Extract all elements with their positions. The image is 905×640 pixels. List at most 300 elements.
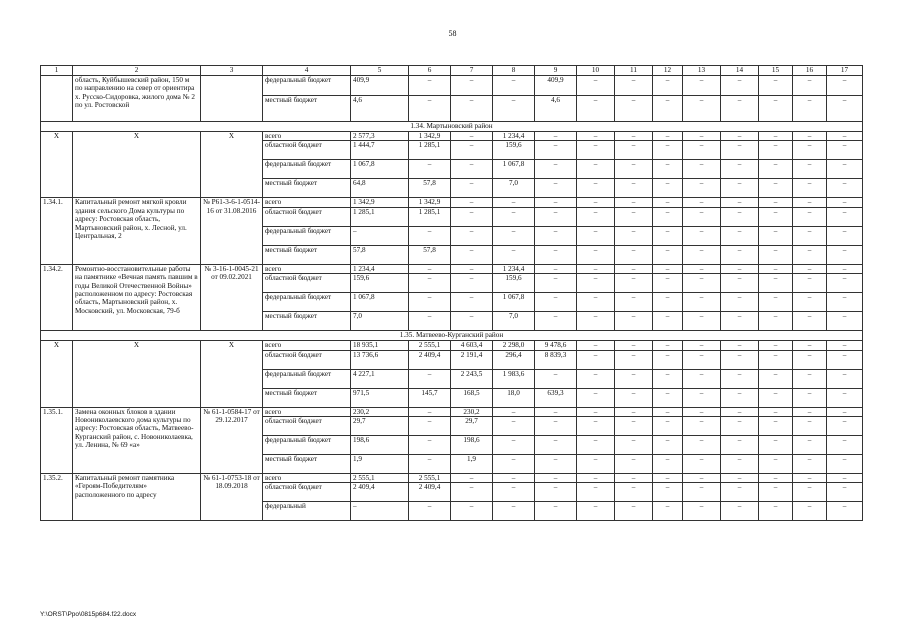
value-cell: –	[759, 502, 793, 521]
value-cell: –	[493, 417, 535, 436]
column-header: 9	[535, 66, 577, 76]
object-name-cell: Капитальный ремонт памятника «Героям-Победителям» расположенного по адресу	[73, 474, 201, 521]
value-cell: 1 285,1	[409, 207, 451, 226]
budget-source-label: федеральный бюджет	[263, 436, 351, 455]
value-cell: –	[827, 207, 863, 226]
value-cell: 639,3	[535, 388, 577, 407]
value-cell: 29,7	[451, 417, 493, 436]
table-row	[41, 264, 863, 273]
value-cell: –	[721, 341, 759, 350]
value-cell: –	[827, 96, 863, 122]
value-cell: –	[793, 141, 827, 160]
value-cell: 1,9	[451, 455, 493, 474]
value-cell: 1 342,9	[351, 198, 409, 207]
section-title: 1.35. Матвеево-Курганский район	[41, 331, 863, 341]
section-header-row	[41, 122, 863, 132]
value-cell: –	[759, 245, 793, 264]
table-row	[41, 76, 863, 96]
value-cell: 409,9	[535, 76, 577, 96]
value-cell: –	[827, 350, 863, 369]
value-cell: –	[793, 483, 827, 502]
value-cell: –	[827, 388, 863, 407]
value-cell: 4,6	[351, 96, 409, 122]
column-header: 3	[201, 66, 263, 76]
value-cell: –	[793, 96, 827, 122]
column-header: 15	[759, 66, 793, 76]
value-cell: –	[721, 474, 759, 483]
value-cell: –	[535, 474, 577, 483]
value-cell: –	[535, 502, 577, 521]
value-cell: –	[535, 245, 577, 264]
value-cell: –	[759, 264, 793, 273]
value-cell: 1 234,4	[493, 132, 535, 141]
value-cell: 296,4	[493, 350, 535, 369]
value-cell: –	[615, 388, 653, 407]
value-cell: –	[721, 407, 759, 416]
value-cell: –	[409, 312, 451, 331]
value-cell: –	[451, 264, 493, 273]
budget-source-label: всего	[263, 341, 351, 350]
value-cell: 1,9	[351, 455, 409, 474]
section-title: 1.34. Мартыновский район	[41, 122, 863, 132]
value-cell: –	[793, 436, 827, 455]
value-cell: –	[721, 483, 759, 502]
value-cell: –	[827, 502, 863, 521]
budget-source-label: областной бюджет	[263, 350, 351, 369]
value-cell: –	[653, 76, 683, 96]
value-cell: –	[535, 483, 577, 502]
value-cell: –	[827, 474, 863, 483]
value-cell: 4 227,1	[351, 369, 409, 388]
value-cell: 168,5	[451, 388, 493, 407]
value-cell: –	[759, 312, 793, 331]
value-cell: –	[683, 141, 721, 160]
budget-source-label: областной бюджет	[263, 141, 351, 160]
budget-table	[40, 65, 863, 521]
budget-source-label: областной бюджет	[263, 417, 351, 436]
value-cell: –	[683, 388, 721, 407]
value-cell: –	[653, 369, 683, 388]
value-cell: –	[683, 198, 721, 207]
value-cell: –	[683, 274, 721, 293]
value-cell: –	[827, 198, 863, 207]
value-cell: 198,6	[351, 436, 409, 455]
budget-source-label: федеральный бюджет	[263, 369, 351, 388]
header-row	[41, 66, 863, 76]
value-cell: –	[653, 483, 683, 502]
value-cell: –	[793, 245, 827, 264]
item-number-cell: 1.34.2.	[41, 264, 73, 330]
value-cell: –	[451, 207, 493, 226]
value-cell: –	[759, 160, 793, 179]
value-cell: 230,2	[451, 407, 493, 416]
object-name-cell: Капитальный ремонт мягкой кровли здания сельского Дома культуры по адресу: Ростовская область, Мартыновский район, х. Лесной, ул. Центральная, 2	[73, 198, 201, 264]
value-cell: –	[827, 245, 863, 264]
value-cell: –	[409, 436, 451, 455]
value-cell: –	[721, 226, 759, 245]
budget-source-label: местный бюджет	[263, 312, 351, 331]
budget-source-label: всего	[263, 132, 351, 141]
marker-cell: Х	[73, 132, 201, 198]
value-cell: 2 409,4	[409, 483, 451, 502]
value-cell: –	[721, 502, 759, 521]
document-cell: № 3-16-1-0045-21 от 09.02.2021	[201, 264, 263, 330]
value-cell: 2 409,4	[351, 483, 409, 502]
value-cell: 57,8	[351, 245, 409, 264]
value-cell: –	[683, 312, 721, 331]
object-name-cell: область, Куйбышевский район, 150 м по направлению на север от ориентира х. Русско-Сидоровка, жилого дома № 2 по ул. Ростовской	[73, 76, 201, 122]
value-cell: –	[409, 274, 451, 293]
value-cell: –	[793, 474, 827, 483]
value-cell: –	[409, 226, 451, 245]
value-cell: –	[451, 76, 493, 96]
value-cell: –	[827, 76, 863, 96]
value-cell: 145,7	[409, 388, 451, 407]
budget-source-label: всего	[263, 474, 351, 483]
value-cell: –	[493, 502, 535, 521]
value-cell: –	[653, 207, 683, 226]
value-cell: –	[577, 179, 615, 198]
value-cell: –	[653, 245, 683, 264]
value-cell: –	[827, 141, 863, 160]
column-header: 11	[615, 66, 653, 76]
value-cell: –	[683, 483, 721, 502]
budget-source-label: областной бюджет	[263, 207, 351, 226]
budget-source-label: федеральный бюджет	[263, 160, 351, 179]
value-cell: –	[615, 198, 653, 207]
value-cell: 1 285,1	[409, 141, 451, 160]
value-cell: –	[683, 96, 721, 122]
value-cell: –	[721, 132, 759, 141]
value-cell: –	[721, 369, 759, 388]
document-cell: № Р61-3-6-1-0514-16 от 31.08.2016	[201, 198, 263, 264]
value-cell: –	[827, 369, 863, 388]
object-name-cell: Замена оконных блоков в здании Новониколаевского дома культуры по адресу: Ростовская область, Матвеево-Курганский район, с. Новониколаевка, ул. Ленина, № 69 «а»	[73, 407, 201, 473]
value-cell: –	[577, 407, 615, 416]
value-cell: –	[535, 436, 577, 455]
value-cell: –	[615, 245, 653, 264]
value-cell: –	[451, 502, 493, 521]
value-cell: –	[653, 388, 683, 407]
budget-source-label: местный бюджет	[263, 455, 351, 474]
value-cell: –	[615, 226, 653, 245]
value-cell: –	[409, 369, 451, 388]
value-cell: –	[577, 160, 615, 179]
value-cell: 230,2	[351, 407, 409, 416]
value-cell: –	[535, 312, 577, 331]
value-cell: 971,5	[351, 388, 409, 407]
value-cell: –	[721, 207, 759, 226]
value-cell: 1 234,4	[493, 264, 535, 273]
value-cell: 2 555,1	[409, 474, 451, 483]
value-cell: –	[759, 369, 793, 388]
value-cell: –	[827, 293, 863, 312]
value-cell: –	[759, 483, 793, 502]
value-cell: –	[759, 350, 793, 369]
value-cell: –	[493, 226, 535, 245]
value-cell: –	[615, 474, 653, 483]
value-cell: –	[793, 388, 827, 407]
value-cell: –	[615, 312, 653, 331]
value-cell: –	[759, 417, 793, 436]
value-cell: –	[793, 226, 827, 245]
value-cell: –	[683, 474, 721, 483]
value-cell: –	[577, 76, 615, 96]
value-cell: –	[683, 207, 721, 226]
value-cell: –	[615, 350, 653, 369]
value-cell: –	[577, 96, 615, 122]
value-cell: 198,6	[451, 436, 493, 455]
value-cell: –	[683, 76, 721, 96]
value-cell: 2 298,0	[493, 341, 535, 350]
value-cell: 1 234,4	[351, 264, 409, 273]
value-cell: –	[615, 264, 653, 273]
marker-cell: Х	[41, 132, 73, 198]
value-cell: –	[615, 96, 653, 122]
document-cell: № 61-1-0753-18 от 18.09.2018	[201, 474, 263, 521]
value-cell: –	[759, 293, 793, 312]
page-number: 58	[448, 29, 457, 38]
value-cell: –	[615, 369, 653, 388]
value-cell: –	[615, 141, 653, 160]
value-cell: 4,6	[535, 96, 577, 122]
value-cell: –	[793, 455, 827, 474]
budget-source-label: всего	[263, 264, 351, 273]
column-header: 8	[493, 66, 535, 76]
value-cell: –	[577, 274, 615, 293]
value-cell: –	[759, 474, 793, 483]
budget-source-label: местный бюджет	[263, 96, 351, 122]
value-cell: 2 243,5	[451, 369, 493, 388]
value-cell: –	[615, 483, 653, 502]
value-cell: –	[577, 141, 615, 160]
value-cell: 7,0	[493, 179, 535, 198]
value-cell: –	[721, 264, 759, 273]
value-cell: –	[577, 207, 615, 226]
column-header: 2	[73, 66, 201, 76]
value-cell: –	[721, 245, 759, 264]
value-cell: –	[759, 455, 793, 474]
value-cell: –	[653, 179, 683, 198]
value-cell: –	[653, 160, 683, 179]
value-cell: –	[535, 207, 577, 226]
value-cell: –	[683, 341, 721, 350]
budget-source-label: федеральный	[263, 502, 351, 521]
value-cell: –	[683, 160, 721, 179]
value-cell: –	[615, 341, 653, 350]
value-cell: –	[615, 502, 653, 521]
value-cell: 9 478,6	[535, 341, 577, 350]
value-cell: –	[409, 407, 451, 416]
value-cell: –	[793, 417, 827, 436]
document-cell: № 61-1-0584-17 от 29.12.2017	[201, 407, 263, 473]
value-cell: –	[409, 76, 451, 96]
value-cell: –	[493, 198, 535, 207]
value-cell: –	[535, 141, 577, 160]
value-cell: –	[827, 455, 863, 474]
value-cell: –	[653, 312, 683, 331]
value-cell: –	[493, 245, 535, 264]
value-cell: –	[615, 274, 653, 293]
value-cell: –	[683, 293, 721, 312]
value-cell: –	[827, 341, 863, 350]
value-cell: –	[653, 141, 683, 160]
column-header: 7	[451, 66, 493, 76]
section-header-row	[41, 331, 863, 341]
value-cell: –	[451, 483, 493, 502]
value-cell: –	[827, 407, 863, 416]
value-cell: –	[683, 226, 721, 245]
value-cell: –	[683, 417, 721, 436]
budget-source-label: всего	[263, 407, 351, 416]
value-cell: 1 067,8	[351, 293, 409, 312]
value-cell: 7,0	[493, 312, 535, 331]
value-cell: –	[451, 179, 493, 198]
value-cell: –	[683, 245, 721, 264]
value-cell: –	[451, 293, 493, 312]
value-cell: –	[451, 141, 493, 160]
value-cell: –	[577, 369, 615, 388]
value-cell: –	[451, 274, 493, 293]
value-cell: –	[615, 417, 653, 436]
table-row	[41, 132, 863, 141]
value-cell: –	[793, 207, 827, 226]
value-cell: –	[721, 417, 759, 436]
value-cell: –	[759, 207, 793, 226]
column-header: 12	[653, 66, 683, 76]
value-cell: 1 067,8	[493, 160, 535, 179]
value-cell: –	[535, 455, 577, 474]
value-cell: –	[577, 474, 615, 483]
value-cell: –	[577, 388, 615, 407]
value-cell: –	[793, 264, 827, 273]
budget-source-label: федеральный бюджет	[263, 226, 351, 245]
value-cell: –	[653, 226, 683, 245]
value-cell: –	[615, 160, 653, 179]
value-cell: –	[653, 264, 683, 273]
value-cell: 1 067,8	[493, 293, 535, 312]
value-cell: –	[615, 436, 653, 455]
value-cell: –	[535, 293, 577, 312]
value-cell: –	[409, 96, 451, 122]
value-cell: –	[827, 226, 863, 245]
budget-source-label: федеральный бюджет	[263, 76, 351, 96]
value-cell: –	[793, 132, 827, 141]
value-cell: –	[493, 483, 535, 502]
value-cell: –	[721, 96, 759, 122]
value-cell: –	[409, 160, 451, 179]
table-body	[41, 66, 863, 521]
value-cell: –	[759, 274, 793, 293]
budget-source-label: местный бюджет	[263, 245, 351, 264]
value-cell: –	[451, 474, 493, 483]
value-cell: –	[827, 160, 863, 179]
value-cell: –	[493, 455, 535, 474]
value-cell: –	[721, 198, 759, 207]
value-cell: –	[493, 96, 535, 122]
value-cell: –	[577, 502, 615, 521]
value-cell: 13 736,6	[351, 350, 409, 369]
marker-cell: Х	[201, 132, 263, 198]
value-cell: –	[409, 502, 451, 521]
value-cell: –	[409, 293, 451, 312]
value-cell: –	[577, 341, 615, 350]
value-cell: –	[535, 407, 577, 416]
value-cell: –	[451, 245, 493, 264]
value-cell: –	[721, 388, 759, 407]
value-cell: –	[653, 502, 683, 521]
value-cell: –	[577, 436, 615, 455]
value-cell: –	[721, 274, 759, 293]
value-cell: –	[759, 436, 793, 455]
value-cell: 2 191,4	[451, 350, 493, 369]
value-cell: 2 555,1	[409, 341, 451, 350]
value-cell: –	[759, 179, 793, 198]
value-cell: –	[615, 455, 653, 474]
value-cell: –	[577, 264, 615, 273]
value-cell: –	[759, 341, 793, 350]
value-cell: –	[535, 226, 577, 245]
value-cell: 1 342,9	[409, 132, 451, 141]
value-cell: –	[493, 436, 535, 455]
value-cell: –	[535, 132, 577, 141]
value-cell: –	[653, 96, 683, 122]
value-cell: –	[493, 207, 535, 226]
value-cell: –	[577, 198, 615, 207]
object-name-cell: Ремонтно-восстановительные работы на памятнике «Вечная память павшим в годы Великой Отечественной Войны» расположенном по адресу: Ростовская область, Мартыновский район, х. Московский, ул. Московская, 79-б	[73, 264, 201, 330]
value-cell: 1 444,7	[351, 141, 409, 160]
value-cell: –	[577, 417, 615, 436]
item-number-cell: 1.35.1.	[41, 407, 73, 473]
value-cell: –	[793, 407, 827, 416]
value-cell: –	[759, 407, 793, 416]
value-cell: 29,7	[351, 417, 409, 436]
value-cell: –	[577, 293, 615, 312]
value-cell: –	[653, 436, 683, 455]
value-cell: –	[451, 312, 493, 331]
value-cell: –	[409, 417, 451, 436]
value-cell: –	[577, 132, 615, 141]
value-cell: –	[351, 226, 409, 245]
value-cell: –	[759, 388, 793, 407]
document-cell	[201, 76, 263, 122]
budget-source-label: всего	[263, 198, 351, 207]
value-cell: –	[653, 474, 683, 483]
value-cell: –	[653, 455, 683, 474]
value-cell: –	[535, 198, 577, 207]
value-cell: –	[493, 407, 535, 416]
value-cell: 159,6	[493, 141, 535, 160]
value-cell: –	[793, 198, 827, 207]
value-cell: –	[759, 96, 793, 122]
column-header: 1	[41, 66, 73, 76]
table-row	[41, 474, 863, 483]
file-path-footer: Y:\ORST\Ppo\0815p684.f22.docx	[40, 611, 137, 618]
value-cell: –	[721, 312, 759, 331]
value-cell: –	[409, 264, 451, 273]
value-cell: –	[451, 198, 493, 207]
value-cell: –	[683, 350, 721, 369]
column-header: 6	[409, 66, 451, 76]
marker-cell: Х	[73, 341, 201, 407]
value-cell: –	[827, 417, 863, 436]
value-cell: –	[577, 245, 615, 264]
value-cell: –	[451, 160, 493, 179]
value-cell: –	[615, 293, 653, 312]
value-cell: –	[759, 226, 793, 245]
value-cell: –	[793, 502, 827, 521]
value-cell: –	[577, 350, 615, 369]
